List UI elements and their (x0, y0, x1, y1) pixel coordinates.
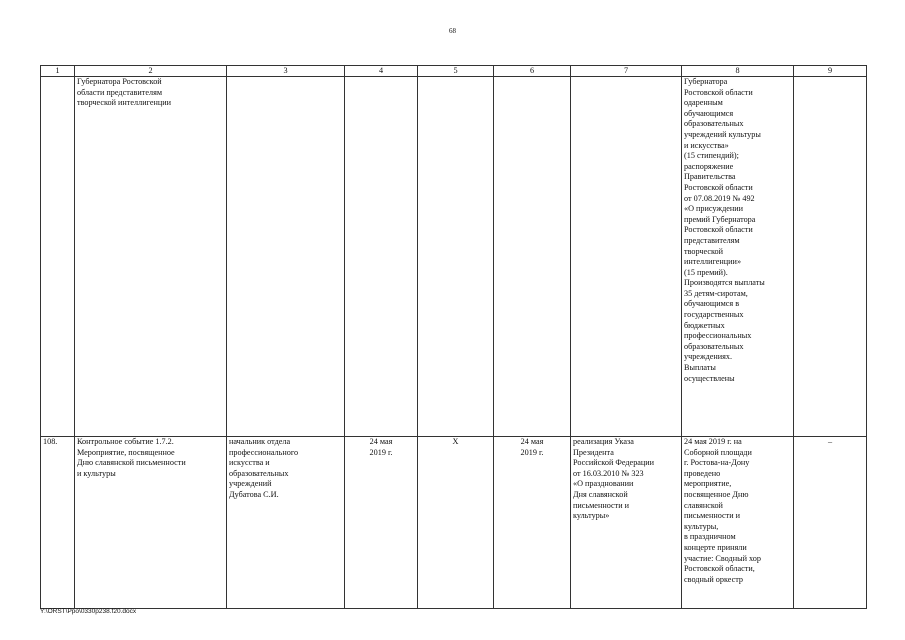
cell-responsible: начальник отдела профессионального искусства и образовательных учреждений Дубатова С.И. (227, 437, 345, 609)
cell-col9: – (794, 437, 867, 609)
table-row (41, 77, 867, 437)
cell-number (41, 77, 75, 437)
header-row (41, 66, 867, 77)
column-header-8: 8 (682, 66, 794, 77)
cell-actual-date: 24 мая 2019 г. (494, 437, 571, 609)
column-header-1: 1 (41, 66, 75, 77)
cell-event: Губернатора Ростовской области представителям творческой интеллигенции (75, 77, 227, 437)
column-header-7: 7 (571, 66, 682, 77)
cell-actual-date (494, 77, 571, 437)
column-header-6: 6 (494, 66, 571, 77)
column-header-5: 5 (418, 66, 494, 77)
cell-col5 (418, 77, 494, 437)
cell-result-planned: реализация Указа Президента Российской Федерации от 16.03.2010 № 323 «О праздновании Дня славянской письменности и культуры» (571, 437, 682, 609)
column-header-2: 2 (75, 66, 227, 77)
cell-responsible (227, 77, 345, 437)
cell-col5: X (418, 437, 494, 609)
column-header-3: 3 (227, 66, 345, 77)
page-number: 68 (449, 27, 456, 35)
cell-number: 108. (41, 437, 75, 609)
report-table (40, 65, 867, 609)
cell-result-actual: 24 мая 2019 г. на Соборной площади г. Ростова-на-Дону проведено мероприятие, посвященное Дню славянской письменности и культуры, в праздничном концерте приняли участие: Сводный хор Ростовской области, сводный оркестр (682, 437, 794, 609)
column-header-4: 4 (345, 66, 418, 77)
column-header-9: 9 (794, 66, 867, 77)
cell-planned-date (345, 77, 418, 437)
cell-result-planned (571, 77, 682, 437)
cell-result-actual: Губернатора Ростовской области одаренным обучающимся образовательных учреждений культуры и искусства» (15 стипендий); распоряжение Правительства Ростовской области от 07.08.2019 № 492 «О присуждении премий Губернатора Ростовской области представителям творческой интеллигенции» (15 премий). Производятся выплаты 35 детям-сиротам, обучающимся в государственных бюджетных профессиональных образовательных учреждениях. Выплаты осуществлены (682, 77, 794, 437)
cell-event: Контрольное событие 1.7.2. Мероприятие, посвященное Дню славянской письменности и культуры (75, 437, 227, 609)
footer-file-path: Y:\ORST\Ppo\0330p238.f20.docx (40, 608, 137, 615)
table-row (41, 437, 867, 609)
cell-planned-date: 24 мая 2019 г. (345, 437, 418, 609)
cell-col9 (794, 77, 867, 437)
